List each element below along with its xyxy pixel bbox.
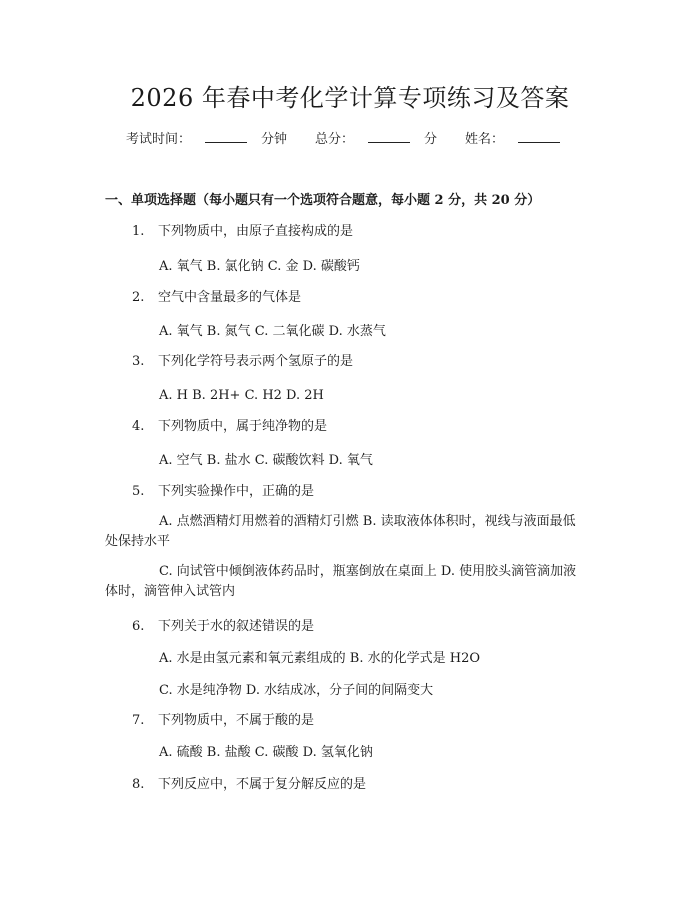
section-heading: 一、单项选择题（每小题只有一个选项符合题意，每小题 2 分，共 20 分） [105,193,541,208]
question-text: 下列物质中，属于纯净物的是 [158,419,328,434]
question-stem [132,711,652,731]
question-options: A. 硫酸 B. 盐酸 C. 碳酸 D. 氢氧化钠 [159,745,373,760]
question-number: 5. [132,484,145,499]
question-text: 下列物质中，不属于酸的是 [158,713,315,728]
question-number: 3. [132,354,145,369]
name-field [465,132,574,147]
question-options: A. 点燃酒精灯用燃着的酒精灯引燃 B. 读取液体体积时，视线与液面最低处保持水平 [105,514,576,549]
question-options: C. 向试管中倾倒液体药品时，瓶塞倒放在桌面上 D. 使用胶头滴管滴加液体时，滴管伸入试管内 [105,564,577,599]
question-options: A. H B. 2H+ C. H2 D. 2H [159,388,324,403]
name-label: 姓名： [465,132,505,147]
question-text: 空气中含量最多的气体是 [158,290,302,305]
question-options: A. 水是由氢元素和氧元素组成的 B. 水的化学式是 H2O [159,651,481,666]
exam-meta-line [0,130,700,150]
question-number: 6. [132,619,145,634]
question-text: 下列反应中，不属于复分解反应的是 [158,777,367,792]
question-stem [132,617,652,637]
time-label: 考试时间： [125,132,191,147]
question-options: A. 氧气 B. 氮气 C. 二氧化碳 D. 水蒸气 [159,324,386,339]
question-number: 7. [132,713,145,728]
question-text: 下列关于水的叙述错误的是 [158,619,315,634]
question-text: 下列物质中，由原子直接构成的是 [158,224,354,239]
question-number: 2. [132,290,145,305]
question-options: A. 空气 B. 盐水 C. 碳酸饮料 D. 氧气 [159,453,373,468]
time-blank [205,130,247,143]
name-blank [518,130,560,143]
score-unit: 分 [424,132,438,147]
question-stem [132,222,652,242]
question-stem [132,417,652,437]
time-unit: 分钟 [260,132,287,147]
question-text: 下列化学符号表示两个氢原子的是 [158,354,354,369]
score-blank [368,130,410,143]
question-options: C. 水是纯净物 D. 水结成冰，分子间的间隔变大 [159,683,434,698]
question-number: 1. [132,224,145,239]
question-stem [132,775,652,795]
question-text: 下列实验操作中，正确的是 [158,484,315,499]
question-number: 4. [132,419,145,434]
page-title: 2026 年春中考化学计算专项练习及答案 [130,84,570,112]
time-field [126,132,287,147]
question-number: 8. [132,777,145,792]
question-stem [132,352,652,372]
question-stem [132,482,652,502]
score-label: 总分： [314,132,354,147]
question-options: A. 氧气 B. 氯化钠 C. 金 D. 碳酸钙 [159,259,360,274]
score-field [315,132,437,147]
question-stem [132,288,652,308]
